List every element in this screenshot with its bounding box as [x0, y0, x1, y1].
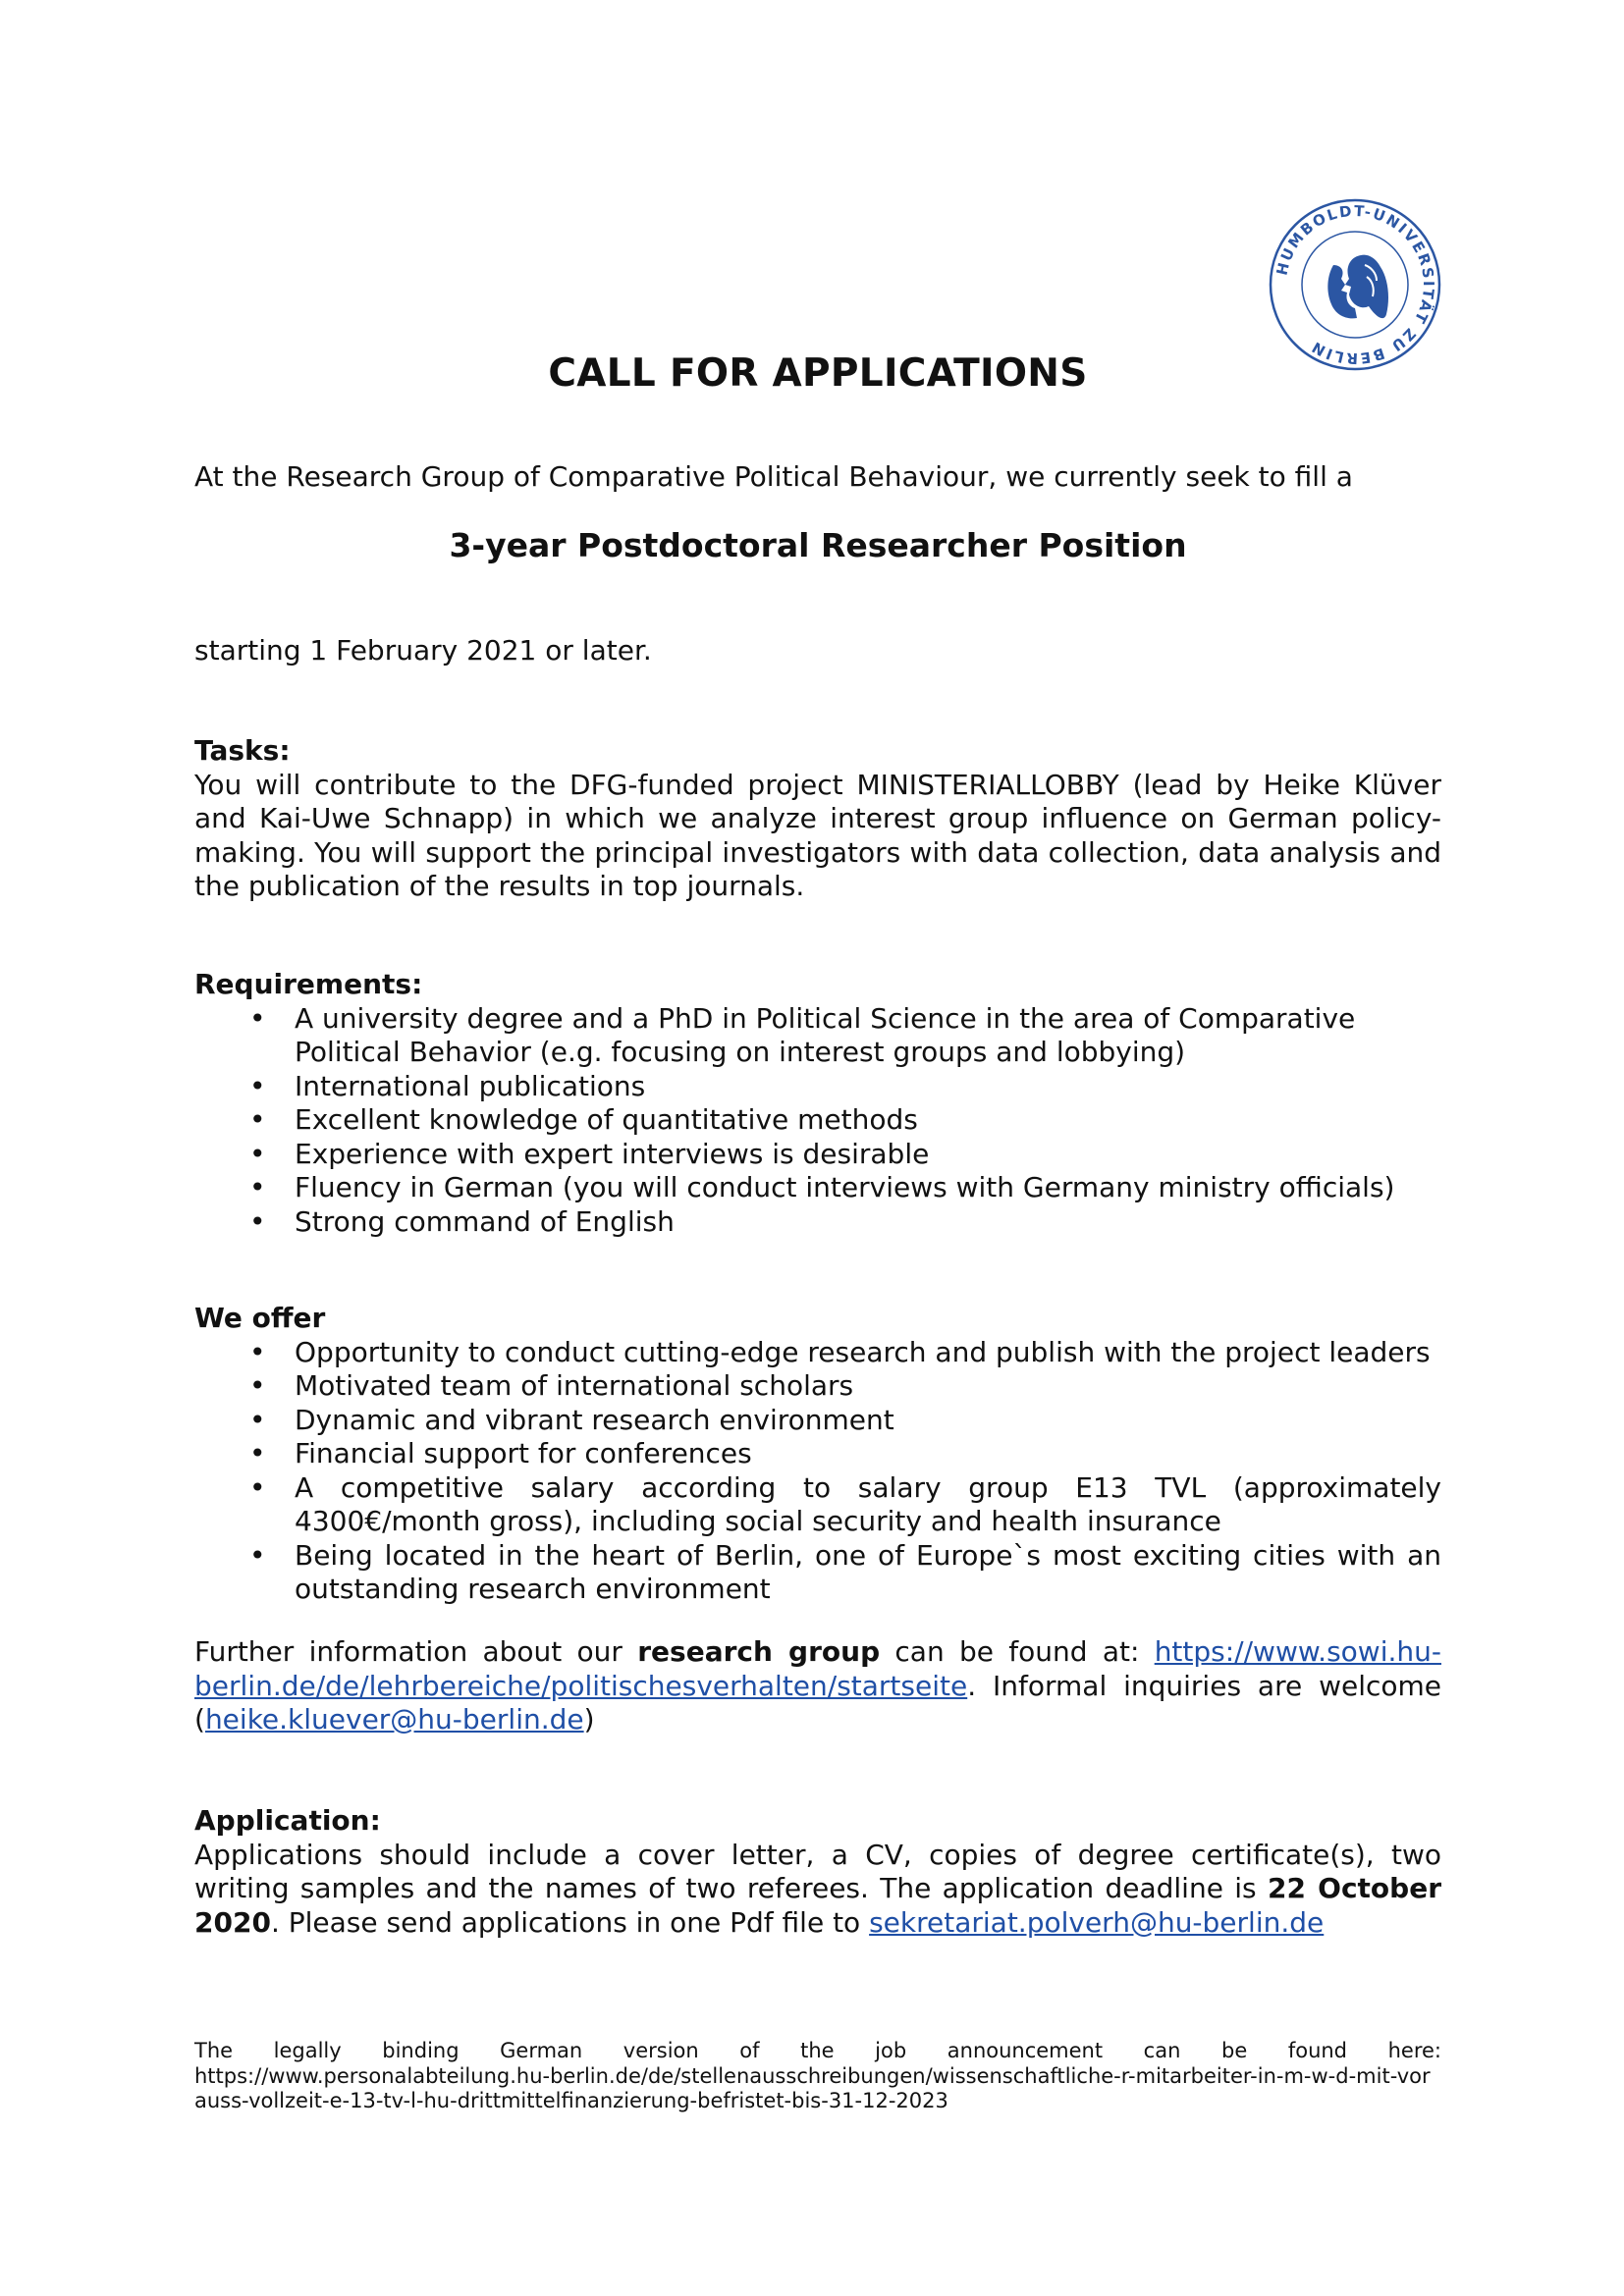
deadline-date: 22 October 2020 [194, 1872, 1442, 1939]
further-info-paragraph: Further information about our research group can be found at: https://www.sowi.hu-berlin.de/de/lehrbereiche/politischesverhalten/startseite. Informal inquiries are welcome (heike.kluever@hu-berlin.de) [194, 1635, 1441, 1735]
application-heading: Application: [194, 1804, 381, 1837]
research-group-link[interactable]: https://www.sowi.hu-berlin.de/de/lehrbereiche/politischesverhalten/startseite [194, 1635, 1441, 1702]
bullet-icon: • [249, 1538, 266, 1572]
list-item: • Excellent knowledge of quantitative methods [249, 1103, 918, 1136]
bullet-icon: • [249, 1001, 266, 1035]
list-item: • Motivated team of international scholars [249, 1369, 854, 1402]
tasks-section [194, 734, 1441, 904]
bullet-icon: • [249, 1204, 266, 1238]
footer-intro-text: The legally binding German version of the job announcement can be found here: [194, 2039, 1441, 2062]
list-item: • Opportunity to conduct cutting-edge research and publish with the project leaders [249, 1335, 1431, 1368]
application-body: Applications should include a cover letter, a CV, copies of degree certificate(s), two writing samples and the names of two referees. The application deadline is 22 October 2020. Please send applications in one Pdf file to sekretariat.polverh@hu-berlin.de [194, 1838, 1442, 1939]
research-group-label: research group [637, 1635, 881, 1668]
list-item: • International publications [249, 1069, 646, 1102]
requirements-heading: Requirements: [194, 968, 423, 1000]
university-seal-logo [1267, 196, 1443, 373]
bullet-icon: • [249, 1069, 266, 1102]
intro-text: At the Research Group of Comparative Political Behaviour, we currently seek to fill a [194, 460, 1353, 493]
seal-ring-text: HUMBOLDT-UNIVERSITÄT ZU BERLIN [1272, 201, 1438, 368]
bullet-icon: • [249, 1470, 266, 1504]
legal-footer [194, 2039, 1441, 2114]
bullet-icon: • [249, 1103, 266, 1136]
list-item: • Financial support for conferences [249, 1437, 752, 1469]
tasks-body: You will contribute to the DFG-funded project MINISTERIALLOBBY (lead by Heike Klüver and Kai-Uwe Schnapp) in which we analyze interest group influence on German policy-making. You will support the principal investigators with data collection, data analysis and the publication of the results in top journals. [194, 768, 1441, 902]
list-item: • Dynamic and vibrant research environment [249, 1403, 894, 1436]
position-title: 3-year Postdoctoral Researcher Position [449, 526, 1187, 564]
requirements-list [194, 1002, 1441, 1240]
list-item: • Being located in the heart of Berlin, one of Europe`s most exciting cities with an outstanding research environment [249, 1538, 1441, 1605]
list-item: • Fluency in German (you will conduct interviews with Germany ministry officials) [249, 1171, 1395, 1203]
bullet-icon: • [249, 1437, 266, 1469]
list-item: • A university degree and a PhD in Political Science in the area of Comparative Political Behavior (e.g. focusing on interest groups and lobbying) [249, 1001, 1356, 1068]
list-item: • Strong command of English [249, 1204, 675, 1238]
application-email-link[interactable]: sekretariat.polverh@hu-berlin.de [869, 1905, 1325, 1939]
offer-list [194, 1336, 1441, 1607]
bullet-icon: • [249, 1369, 266, 1402]
start-date-text: starting 1 February 2021 or later. [194, 634, 652, 667]
bullet-icon: • [249, 1403, 266, 1436]
offer-heading: We offer [194, 1302, 326, 1334]
bullet-icon: • [249, 1335, 266, 1368]
tasks-heading: Tasks: [194, 734, 291, 767]
bullet-icon: • [249, 1171, 266, 1203]
seal-icon [1267, 196, 1443, 373]
page-title: CALL FOR APPLICATIONS [548, 351, 1088, 396]
list-item: • A competitive salary according to salary group E13 TVL (approximately 4300€/month gross), including social security and health insurance [249, 1470, 1441, 1537]
list-item: • Experience with expert interviews is desirable [249, 1137, 930, 1170]
bullet-icon: • [249, 1137, 266, 1170]
requirements-section [194, 968, 1441, 1239]
footer-url[interactable]: https://www.personalabteilung.hu-berlin.de/de/stellenausschreibungen/wissenschaftliche-r-mitarbeiter-in-m-w-d-mit-vorauss-vollzeit-e-13-tv-l-hu-drittmittelfinanzierung-befristet-bis-31-12-2023 [194, 2063, 1431, 2112]
inquiry-email-link[interactable]: heike.kluever@hu-berlin.de [204, 1703, 584, 1735]
application-section [194, 1804, 1441, 1940]
offer-section [194, 1302, 1441, 1607]
